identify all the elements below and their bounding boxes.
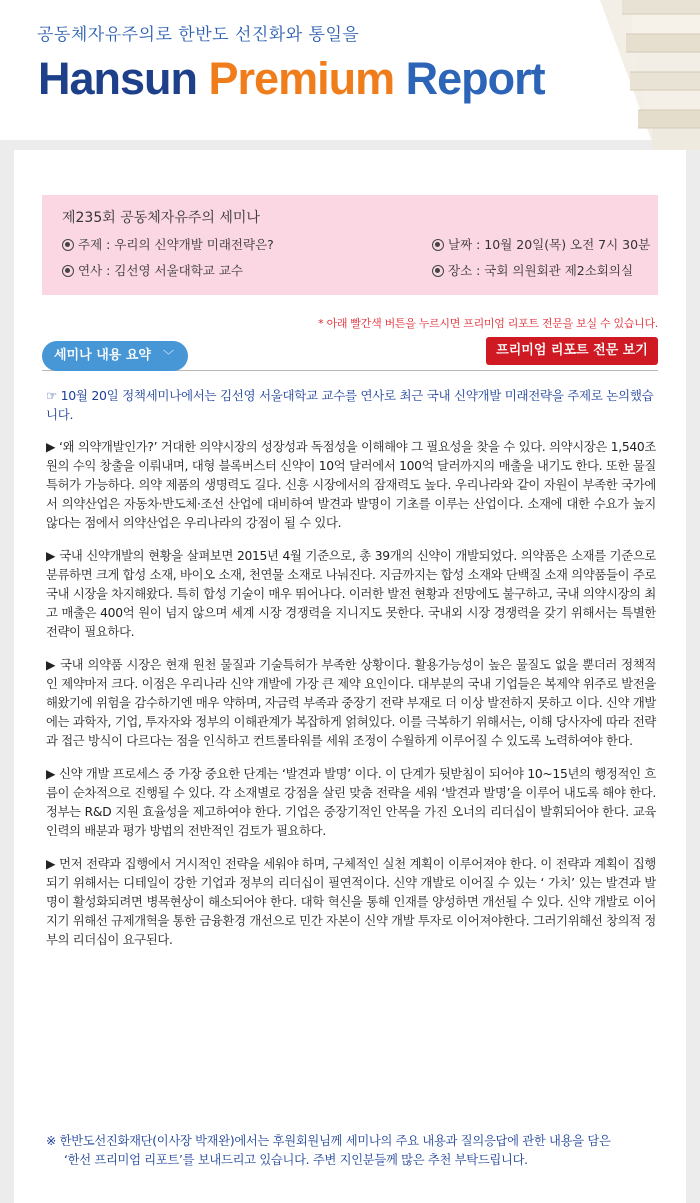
seminar-place: [432, 261, 633, 279]
seminar-place-text: 장소 : 국회 의원회관 제2소회의실: [448, 263, 634, 278]
seminar-speaker: [62, 261, 243, 279]
brand-word-premium: Premium: [208, 53, 395, 104]
radio-bullet-icon: [62, 239, 74, 251]
footer-line-1: ※ 한반도선진화재단(이사장 박재완)에서는 후원회원님께 세미나의 주요 내용과 질의응답에 관한 내용을 담은: [46, 1134, 611, 1148]
seminar-speaker-text: 연사 : 김선영 서울대학교 교수: [78, 263, 244, 278]
footer-line-2: ‘한선 프리미엄 리포트’를 보내드리고 있습니다. 주변 지인분들께 많은 추천 부탁드립니다.: [64, 1153, 528, 1167]
summary-paragraph-1: ▶ ‘왜 의약개발인가?’ 거대한 의약시장의 성장성과 독점성을 이해해야 그 필요성을 찾을 수 있다. 의약시장은 1,540조 원의 수익 창출을 이뤄내며, 대형 블록버스터 신약이 10억 달러에서 100억 달러까지의 매출을 내기도 한다. 또한 물질특허가 가능하다. 의약 제품의 생명력도 길다. 신흥 시장에서의 잠재력도 높다. 우리나라와 같이 자원이 부족한 국가에서 의약산업은 자동차·반도체·조선 산업에 대비하여 발견과 발명이 기초를 이루는 산업이다. 소재에 대한 수요가 높지 않다는 점에서 의약산업은 우리나라의 강점이 될 수 있다.: [46, 440, 656, 530]
footer-note: [46, 1132, 656, 1170]
brand-word-hansun: Hansun: [38, 53, 198, 104]
summary-paragraph-2: ▶ 국내 신약개발의 현황을 살펴보면 2015년 4월 기준으로, 총 39개의 신약이 개발되었다. 의약품은 소재를 기준으로 분류하면 크게 합성 소재, 바이오 소재, 천연물 소재로 나눠진다. 지금까지는 합성 소재와 단백질 소재 의약품들이 주로 국내 시장을 차지해왔다. 특히 합성 기술이 매우 뛰어나다. 이러한 발전 현황과 전망에도 불구하고, 국내 의약시장의 최고 매출은 400억 원이 넘지 않으며 세계 시장 경쟁력을 지니지도 못한다. 국내외 시장 경쟁력을 갖기 위해서는 특별한 전략이 필요하다.: [46, 549, 656, 639]
brand-title: [38, 53, 545, 104]
premium-notice: * 아래 빨간색 버튼을 누르시면 프리미엄 리포트 전문을 보실 수 있습니다.: [318, 317, 658, 330]
books-illustration-icon: [560, 0, 700, 150]
summary-paragraph-5: ▶ 먼저 전략과 집행에서 거시적인 전략을 세워야 하며, 구체적인 실천 계획이 이루어져야 한다. 이 전략과 계획이 집행되기 위해서는 디테일이 강한 기업과 정부의 리더십이 필연적이다. 신약 개발로 이어질 수 있는 ‘ 가치’ 있는 발견과 발명이 활성화되려면 병목현상이 해소되어야 한다. 대학 혁신을 통해 인재를 양성하면 개선될 수 있다. 신약 개발로 이어지기 위해선 규제개혁을 통한 금융환경 개선으로 민간 자본이 신약 개발 투자로 이어져야한다. 그러기위해선 창의적 정부의 리더십이 요구된다.: [46, 857, 656, 947]
seminar-date: [432, 235, 650, 253]
header: [0, 0, 700, 140]
radio-bullet-icon: [62, 265, 74, 277]
intro-text: ☞ 10월 20일 정책세미나에서는 김선영 서울대학교 교수를 연사로 최근 국내 신약개발 미래전략을 주제로 논의했습니다.: [46, 388, 654, 422]
seminar-date-text: 날짜 : 10월 20일(목) 오전 7시 30분: [448, 237, 651, 252]
radio-bullet-icon: [432, 265, 444, 277]
seminar-topic-text: 주제 : 우리의 신약개발 미래전략은?: [78, 237, 274, 252]
seminar-title: 제235회 공동체자유주의 세미나: [62, 210, 260, 226]
summary-paragraph-4: ▶ 신약 개발 프로세스 중 가장 중요한 단계는 ‘발견과 발명’ 이다. 이 단계가 뒷받침이 되어야 10~15년의 행정적인 흐름이 순차적으로 진행될 수 있다. 각 소재별로 강점을 살린 맞춤 전략을 세워 ‘발견과 발명’을 이루어 내도록 해야 한다. 정부는 R&D 지원 효율성을 제고하여야 한다. 기업은 중장기적인 안목을 가진 오너의 리더십이 발휘되어야 한다. 교육 인력의 배분과 평가 방법의 전반적인 검토가 필요하다.: [46, 767, 656, 838]
summary-tab[interactable]: [42, 341, 188, 371]
seminar-info-box: [42, 195, 658, 295]
chevron-down-icon: ﹀: [163, 349, 174, 362]
summary-paragraph-3: ▶ 국내 의약품 시장은 현재 원천 물질과 기술특허가 부족한 상황이다. 활용가능성이 높은 물질도 없을 뿐더러 정책적인 제약마저 크다. 이점은 우리나라 신약 개발에 가장 큰 제약 요인이다. 대부분의 국내 기업들은 복제약 위주로 발전을 해왔기에 위험을 감수하기엔 매우 약하며, 자금력 부족과 중장기 전략 부재로 더 이상 발전하지 못하고 이다. 신약 개발에는 과학자, 기업, 투자자와 정부의 이해관계가 복잡하게 얽혀있다. 이를 극복하기 위해서는, 이해 당사자에 따라 전략과 접근 방식이 다르다는 점을 인식하고 컨트롤타워를 세워 조정이 수월하게 이루어질 수 있도록 노력하여야 한다.: [46, 658, 656, 748]
summary-content: [46, 386, 656, 964]
seminar-topic: [62, 235, 274, 253]
brand-word-report: Report: [405, 53, 545, 104]
premium-report-button[interactable]: 프리미엄 리포트 전문 보기: [486, 337, 658, 365]
slogan: 공동체자유주의로 한반도 선진화와 통일을: [37, 25, 360, 45]
radio-bullet-icon: [432, 239, 444, 251]
summary-tab-label: 세미나 내용 요약: [54, 348, 151, 363]
